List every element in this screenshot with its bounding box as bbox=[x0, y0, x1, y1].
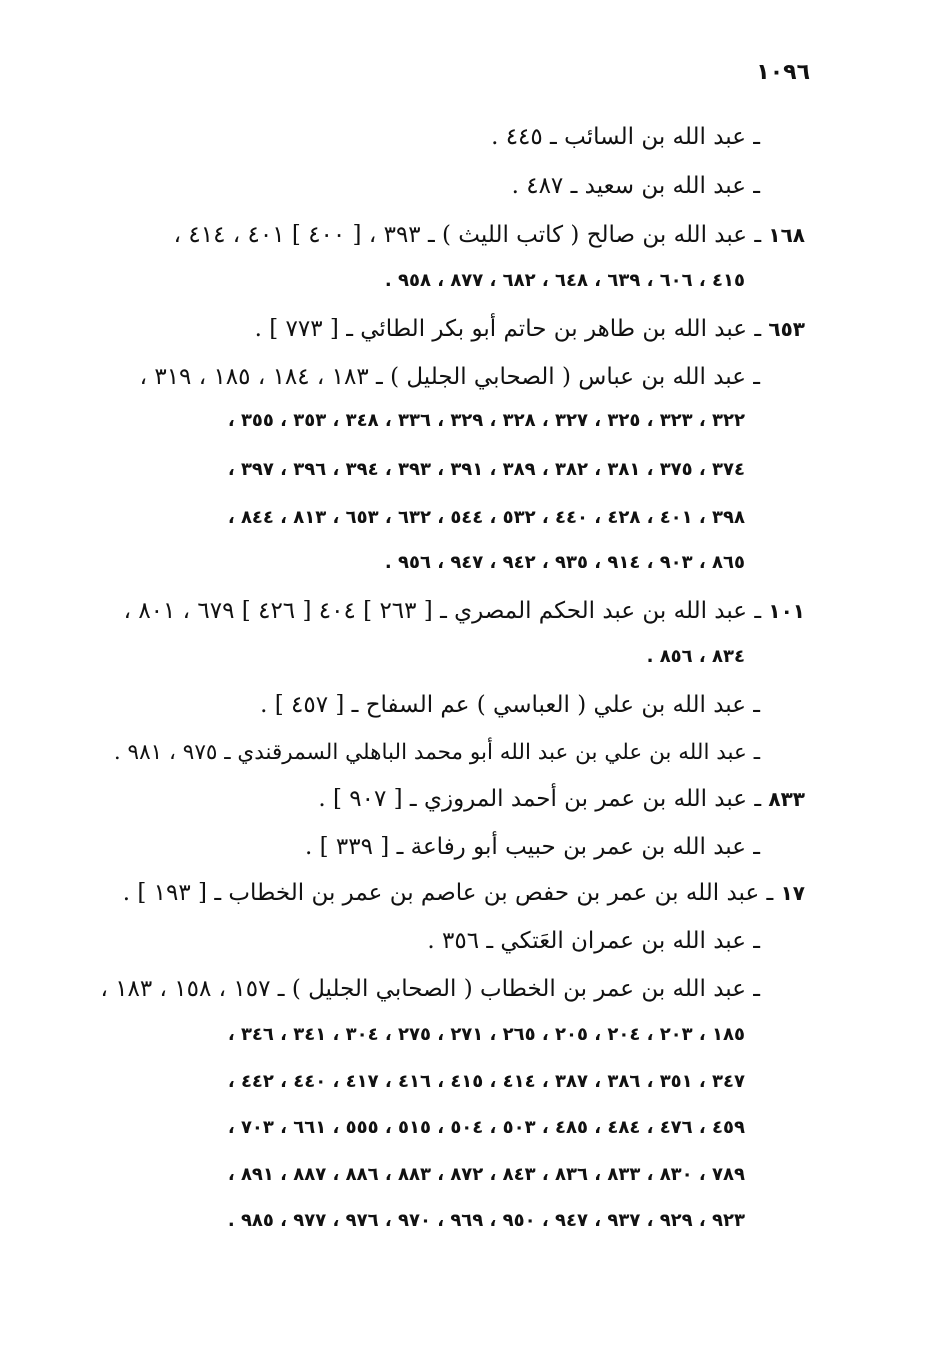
entry-text: ـ عبد الله بن علي بن عبد الله أبو محمد الباهلي السمرقندي ـ ٩٧٥ ، ٩٨١ . bbox=[113, 740, 760, 765]
index-entry bbox=[512, 171, 760, 201]
entry-text: ٣٩٨ ، ٤٠١ ، ٤٢٨ ، ٤٤٠ ، ٥٣٢ ، ٥٤٤ ، ٦٣٢ ، ٦٥٣ ، ٨١٣ ، ٨٤٤ ، bbox=[227, 507, 745, 528]
entry-text: ـ عبد الله بن عمر بن أحمد المروزي ـ [ ٩٠٧ ] . bbox=[318, 786, 762, 812]
index-entry bbox=[124, 596, 805, 626]
index-entry bbox=[140, 362, 760, 392]
index-continuation bbox=[385, 548, 745, 578]
index-continuation bbox=[228, 406, 745, 436]
index-continuation bbox=[228, 1206, 745, 1236]
entry-text: ٣٧٤ ، ٣٧٥ ، ٣٨١ ، ٣٨٢ ، ٣٨٩ ، ٣٩١ ، ٣٩٣ ، ٣٩٤ ، ٣٩٦ ، ٣٩٧ ، bbox=[227, 459, 745, 480]
index-continuation bbox=[228, 1160, 745, 1190]
index-entry bbox=[318, 784, 805, 814]
entry-text: ٧٨٩ ، ٨٣٠ ، ٨٣٣ ، ٨٣٦ ، ٨٤٣ ، ٨٧٢ ، ٨٨٣ ، ٨٨٦ ، ٨٨٧ ، ٨٩١ ، bbox=[227, 1164, 745, 1185]
index-entry bbox=[491, 122, 760, 152]
index-entry bbox=[305, 832, 760, 862]
entry-text: ٨٣٤ ، ٨٥٦ . bbox=[646, 646, 745, 667]
entry-text: ـ عبد الله بن السائب ـ ٤٤٥ . bbox=[491, 124, 760, 150]
entry-number: ٨٣٣ bbox=[768, 787, 805, 811]
page-number: ١٠٩٦ bbox=[756, 60, 810, 85]
index-continuation bbox=[228, 1113, 745, 1143]
entry-number: ١٦٨ bbox=[768, 223, 805, 247]
index-entry bbox=[174, 220, 805, 250]
entry-text: ـ عبد الله بن صالح ( كاتب الليث ) ـ ٣٩٣ ، [ ٤٠٠ ] ٤٠١ ، ٤١٤ ، bbox=[173, 222, 762, 248]
entry-text: ـ عبد الله بن طاهر بن حاتم أبو بكر الطائي ـ [ ٧٧٣ ] . bbox=[254, 316, 762, 342]
entry-text: ـ عبد الله بن عبد الحكم المصري ـ [ ٢٦٣ ] ٤٠٤ [ ٤٢٦ ] ٦٧٩ ، ٨٠١ ، bbox=[123, 598, 762, 624]
entry-text: ١٨٥ ، ٢٠٣ ، ٢٠٤ ، ٢٠٥ ، ٢٦٥ ، ٢٧١ ، ٢٧٥ ، ٣٠٤ ، ٣٤١ ، ٣٤٦ ، bbox=[227, 1024, 745, 1045]
entry-text: ـ عبد الله بن عباس ( الصحابي الجليل ) ـ ١٨٣ ، ١٨٤ ، ١٨٥ ، ٣١٩ ، bbox=[139, 364, 760, 390]
index-entry bbox=[123, 878, 805, 908]
index-continuation bbox=[228, 503, 745, 533]
index-entry bbox=[114, 738, 760, 768]
entry-text: ٨٦٥ ، ٩٠٣ ، ٩١٤ ، ٩٣٥ ، ٩٤٢ ، ٩٤٧ ، ٩٥٦ . bbox=[384, 552, 745, 573]
entry-text: ٣٢٢ ، ٣٢٣ ، ٣٢٥ ، ٣٢٧ ، ٣٢٨ ، ٣٢٩ ، ٣٣٦ ، ٣٤٨ ، ٣٥٣ ، ٣٥٥ ، bbox=[227, 410, 745, 431]
entry-number: ٦٥٣ bbox=[768, 317, 805, 341]
index-entry bbox=[100, 974, 760, 1004]
index-continuation bbox=[228, 455, 745, 485]
index-entry bbox=[260, 690, 760, 720]
index-continuation bbox=[647, 642, 745, 672]
entry-number: ١٧ bbox=[780, 881, 805, 905]
entry-text: ٣٤٧ ، ٣٥١ ، ٣٨٦ ، ٣٨٧ ، ٤١٤ ، ٤١٥ ، ٤١٦ ، ٤١٧ ، ٤٤٠ ، ٤٤٢ ، bbox=[227, 1071, 745, 1092]
index-continuation bbox=[385, 266, 745, 296]
entry-text: ـ عبد الله بن سعيد ـ ٤٨٧ . bbox=[511, 173, 760, 199]
entry-text: ـ عبد الله بن عمران العَتكي ـ ٣٥٦ . bbox=[427, 928, 760, 954]
index-continuation bbox=[228, 1067, 745, 1097]
entry-text: ـ عبد الله بن عمر بن حبيب أبو رفاعة ـ [ ٣٣٩ ] . bbox=[305, 834, 760, 860]
entry-text: ٩٢٣ ، ٩٢٩ ، ٩٣٧ ، ٩٤٧ ، ٩٥٠ ، ٩٦٩ ، ٩٧٠ ، ٩٧٦ ، ٩٧٧ ، ٩٨٥ . bbox=[227, 1210, 745, 1231]
index-entry bbox=[427, 926, 760, 956]
entry-text: ـ عبد الله بن عمر بن حفص بن عاصم بن عمر بن الخطاب ـ [ ١٩٣ ] . bbox=[122, 880, 774, 906]
entry-text: ٤١٥ ، ٦٠٦ ، ٦٣٩ ، ٦٤٨ ، ٦٨٢ ، ٨٧٧ ، ٩٥٨ . bbox=[384, 270, 745, 291]
entry-number: ١٠١ bbox=[768, 599, 805, 623]
entry-text: ـ عبد الله بن علي ( العباسي ) عم السفاح ـ [ ٤٥٧ ] . bbox=[260, 692, 760, 718]
entry-text: ٤٥٩ ، ٤٧٦ ، ٤٨٤ ، ٤٨٥ ، ٥٠٣ ، ٥٠٤ ، ٥١٥ ، ٥٥٥ ، ٦٦١ ، ٧٠٣ ، bbox=[227, 1117, 745, 1138]
index-entry bbox=[255, 314, 805, 344]
entry-text: ـ عبد الله بن عمر بن الخطاب ( الصحابي الجليل ) ـ ١٥٧ ، ١٥٨ ، ١٨٣ ، bbox=[100, 976, 760, 1002]
index-continuation bbox=[228, 1020, 745, 1050]
